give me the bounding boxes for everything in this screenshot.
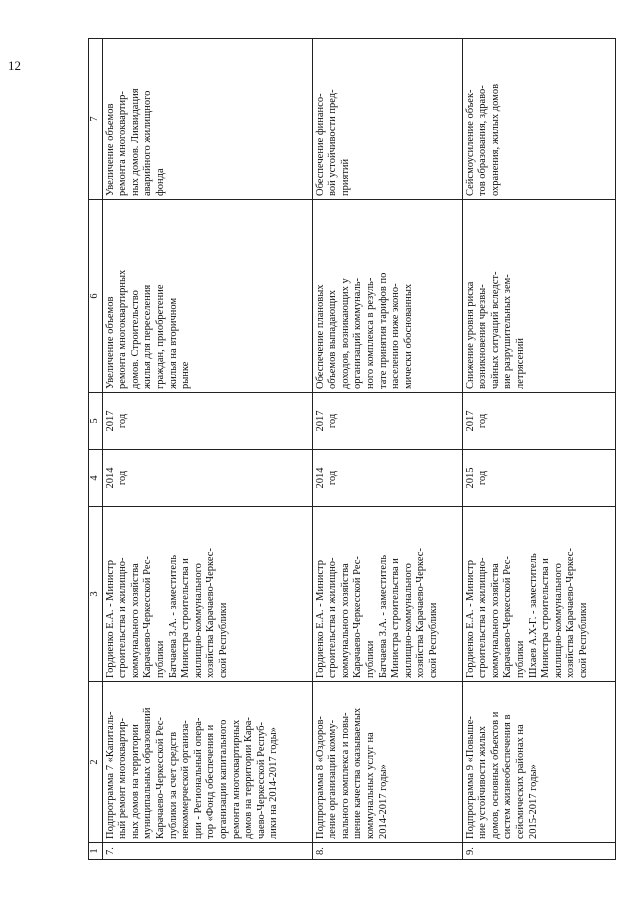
header-col-3: 3 [89,507,103,682]
expected-result: Обеспечение плановых объемов выпадающих доходов, возникающих у организаций коммуналь- ного комплекса в резуль- тате принятия тарифов по населению ниже эконо- мически обоснованных [312,200,462,393]
executors: Гордиенко Е.А. - Министр строительства и жилищно- коммунального хозяйства Карачаево-Черкесской Рес- публики Шхаев А.Х-Г. - заместитель Министра строительства и жилищно-коммунального хозяйства Карачаево-Черкес- ской Республики [462,507,615,682]
expected-result: Увеличение объемов ремонта многоквартирных домов. Строительство жилья для переселения граждан, приобретение жилья на вторичном рынке [102,200,312,393]
table-row [462,39,615,860]
header-row [89,39,103,860]
end-year: 2017 год [462,393,615,450]
effect: Обеспечение финансо- вой устойчивости пред- приятий [312,39,462,200]
program-name: Подпрограмма 7 «Капиталь- ный ремонт многоквартир- ных домов на территории муниципальных образований Карачаево-Черкесской Рес- публики за счет средств некоммерческой организа- ции - Региональный опера- тор «Фонд обеспечения и организации капитального ремонта многоквартирных домов на территории Кара- чаево-Черкесской Респуб- лики на 2014-2017 годы» [102,682,312,843]
header-col-1: 1 [89,843,103,860]
row-number: 8. [312,843,462,860]
executors: Гордиенко Е.А. - Министр строительства и жилищно- коммунального хозяйства Карачаево-Черкесской Рес- публики Батчаева З.А. - заместитель Министра строительства и жилищно-коммунального хозяйства Карачаево-Черкес- ской Республики [102,507,312,682]
program-table [88,38,616,860]
row-number: 7. [102,843,312,860]
program-name: Подпрограмма 8 «Оздоров- ление организаций комму- нального комплекса и повы- шение качества оказываемых коммунальных услуг на 2014-2017 годы» [312,682,462,843]
program-name: Подпрограмма 9 «Повыше- ние устойчивости жилых домов, основных объектов и систем жизнеобеспечения в сейсмических районах на 2015-2017 годы» [462,682,615,843]
effect: Сейсмоусиление объек- тов образования, здраво- охранения, жилых домов [462,39,615,200]
rotated-table-container [88,42,616,860]
expected-result: Снижение уровня риска возникновения чрезвы- чайных ситуаций вследст- вие разрушительных зем- летрясений [462,200,615,393]
table-row [102,39,312,860]
effect: Увеличение объемов ремонта многоквартир- ных домов. Ликвидация аварийного жилищного фонда [102,39,312,200]
page-number: 12 [8,58,21,73]
end-year: 2017 год [312,393,462,450]
header-col-6: 6 [89,200,103,393]
start-year: 2015 год [462,450,615,507]
end-year: 2017 год [102,393,312,450]
start-year: 2014 год [102,450,312,507]
header-col-4: 4 [89,450,103,507]
header-col-5: 5 [89,393,103,450]
row-number: 9. [462,843,615,860]
executors: Гордиенко Е.А. - Министр строительства и жилищно- коммунального хозяйства Карачаево-Черкесской Рес- публики Батчаева З.А. - заместитель Министра строительства и жилищно-коммунального хозяйства Карачаево-Черкес- ской Республики [312,507,462,682]
header-col-7: 7 [89,39,103,200]
start-year: 2014 год [312,450,462,507]
header-col-2: 2 [89,682,103,843]
table-row [312,39,462,860]
